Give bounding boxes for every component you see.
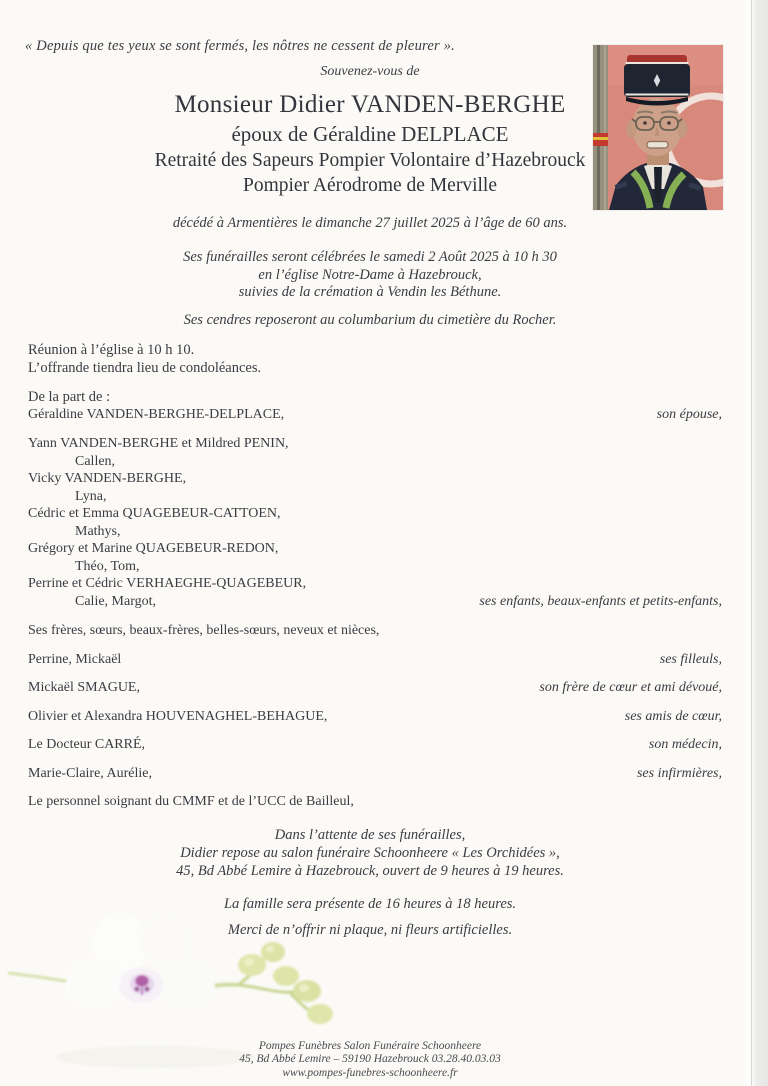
no-flowers-line: Merci de n’offrir ni plaque, ni fleurs artificielles. <box>227 921 513 938</box>
footer-website: www.pompes-funebres-schoonheere.fr <box>282 1066 458 1079</box>
deceased-name: Monsieur Didier VANDEN-BERGHE <box>174 91 566 118</box>
relation-label: son épouse, <box>656 406 722 422</box>
death-notice-line: décédé à Armentières le dimanche 27 juillet 2025 à l’âge de 60 ans. <box>172 215 568 231</box>
family-row <box>0 575 768 593</box>
family-row <box>0 453 768 471</box>
family-name: Théo, Tom, <box>75 558 140 574</box>
family-name: Perrine, Mickaël <box>28 651 122 667</box>
family-name: Mathys, <box>75 523 121 539</box>
role-line-2: Pompier Aérodrome de Merville <box>243 175 497 196</box>
family-name: Olivier et Alexandra HOUVENAGHEL-BEHAGUE, <box>28 708 328 724</box>
family-row <box>0 593 768 611</box>
family-row <box>0 558 768 576</box>
relation-label: ses filleuls, <box>659 651 722 667</box>
family-name: Ses frères, sœurs, beaux-frères, belles-sœurs, neveux et nièces, <box>28 623 380 638</box>
cremation-line: suivies de la crémation à Vendin les Béthune. <box>238 284 502 300</box>
family-row <box>0 488 768 506</box>
family-row <box>0 523 768 541</box>
salon-line: Didier repose au salon funéraire Schoonheere « Les Orchidées », <box>180 844 560 861</box>
family-name: Cédric et Emma QUAGEBEUR-CATTOEN, <box>28 506 281 521</box>
waiting-line: Dans l’attente de ses funérailles, <box>274 826 466 843</box>
spouse-line: époux de Géraldine DELPLACE <box>231 122 509 146</box>
church-line: en l’église Notre-Dame à Hazebrouck, <box>258 266 482 283</box>
family-name: Lyna, <box>75 488 107 504</box>
meeting-line: Réunion à l’église à 10 h 10. <box>28 341 195 358</box>
family-row <box>0 406 768 424</box>
relation-label: son médecin, <box>648 737 722 752</box>
family-row <box>0 505 768 523</box>
relation-label: ses enfants, beaux-enfants et petits-enfants, <box>479 593 722 609</box>
family-row <box>0 435 768 453</box>
salon-address-line: 45, Bd Abbé Lemire à Hazebrouck, ouvert de 9 heures à 19 heures. <box>176 862 564 879</box>
family-name: Géraldine VANDEN-BERGHE-DELPLACE, <box>28 406 285 422</box>
relation-label: son frère de cœur et ami dévoué, <box>539 680 722 695</box>
from-label: De la part de : <box>28 388 111 405</box>
family-row <box>0 470 768 488</box>
relation-label: ses amis de cœur, <box>624 708 722 724</box>
family-name: Le personnel soignant du CMMF et de l’UCC de Bailleul, <box>28 794 354 809</box>
offering-line: L’offrande tiendra lieu de condoléances. <box>28 359 262 376</box>
family-row <box>0 540 768 558</box>
family-name: Grégory et Marine QUAGEBEUR-REDON, <box>28 541 279 556</box>
family-name: Perrine et Cédric VERHAEGHE-QUAGEBEUR, <box>28 576 307 591</box>
family-row <box>0 708 768 726</box>
funeral-home-footer <box>0 1040 740 1081</box>
ashes-line: Ses cendres reposeront au columbarium du cimetière du Rocher. <box>183 311 557 328</box>
funeral-date-line: Ses funérailles seront célébrées le samedi 2 Août 2025 à 10 h 30 <box>183 249 557 265</box>
remember-line: Souvenez-vous de <box>320 64 420 79</box>
family-row <box>0 651 768 669</box>
family-name: Calie, Margot, <box>75 593 157 609</box>
footer-company-name: Pompes Funèbres Salon Funéraire Schoonheere <box>258 1039 482 1052</box>
family-name: Le Docteur CARRÉ, <box>28 737 146 752</box>
family-name: Callen, <box>75 453 116 469</box>
family-name: Yann VANDEN-BERGHE et Mildred PENIN, <box>28 436 289 451</box>
family-row <box>0 765 768 783</box>
opening-quote: « Depuis que tes yeux se sont fermés, les nôtres ne cessent de pleurer ». <box>25 38 455 54</box>
family-name: Marie-Claire, Aurélie, <box>28 765 153 781</box>
role-line-1: Retraité des Sapeurs Pompier Volontaire d’Hazebrouck <box>154 150 586 171</box>
family-presence-line: La famille sera présente de 16 heures à 18 heures. <box>223 895 517 912</box>
family-name: Vicky VANDEN-BERGHE, <box>28 471 187 486</box>
relation-label: ses infirmières, <box>636 765 722 781</box>
family-row <box>0 622 768 640</box>
footer-address: 45, Bd Abbé Lemire – 59190 Hazebrouck 03.28.40.03.03 <box>239 1053 501 1065</box>
family-name: Mickaël SMAGUE, <box>28 680 140 695</box>
family-row <box>0 736 768 754</box>
meeting-block <box>0 341 740 377</box>
family-row <box>0 793 768 811</box>
family-list <box>0 406 768 811</box>
family-row <box>0 679 768 697</box>
